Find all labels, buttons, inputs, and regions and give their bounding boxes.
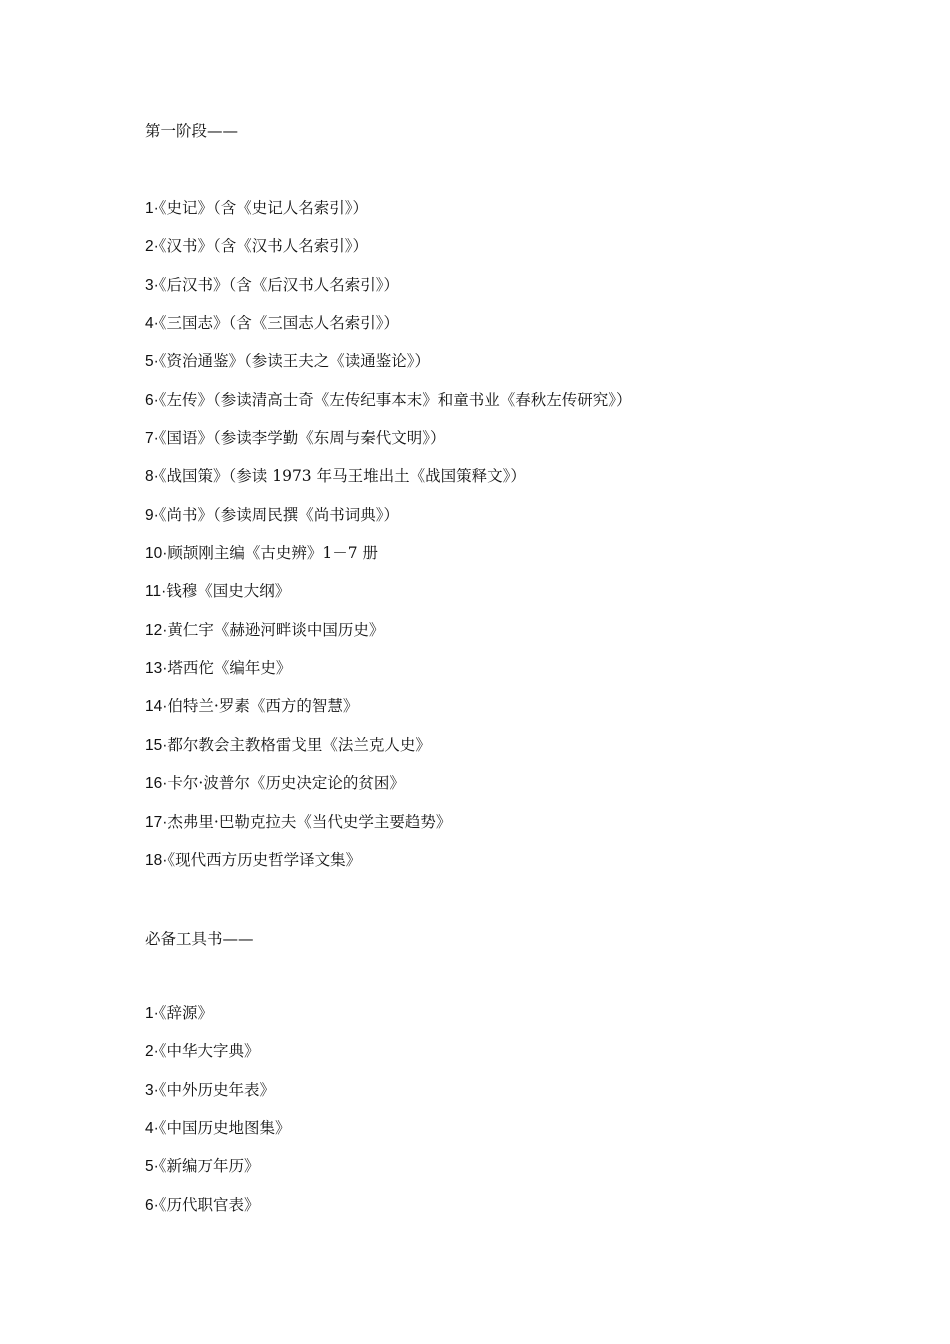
item-number: 13·: [145, 660, 168, 678]
item-number: 6·: [145, 391, 159, 409]
list-item: [145, 1003, 291, 1041]
item-number: 5·: [145, 353, 159, 371]
list-item: [145, 1195, 291, 1233]
list-item: [145, 505, 632, 543]
list-item: [145, 620, 632, 658]
list-item: [145, 735, 632, 773]
item-text: 伯特兰·罗素《西方的智慧》: [167, 697, 359, 716]
item-text: 钱穆《国史大纲》: [166, 582, 291, 601]
item-number: 2·: [145, 1043, 159, 1061]
list-item: [145, 1156, 291, 1194]
reading-list-stage-one: [145, 198, 632, 888]
item-text: 《历代职官表》: [158, 1195, 260, 1214]
item-number: 10·: [145, 545, 168, 563]
item-number: 4·: [145, 315, 159, 333]
item-text: 《左传》（参读清高士奇《左传纪事本末》和童书业《春秋左传研究》）: [158, 390, 632, 409]
item-number: 8·: [145, 468, 159, 486]
item-number: 12·: [145, 621, 168, 639]
section-heading-reference-books: 必备工具书——: [145, 930, 254, 948]
list-item: [145, 850, 632, 888]
section-heading-stage-one: 第一阶段——: [145, 122, 239, 140]
item-number: 5·: [145, 1158, 159, 1176]
item-text: 《新编万年历》: [158, 1157, 260, 1176]
list-item: [145, 428, 632, 466]
list-item: [145, 581, 632, 619]
item-number: 3·: [145, 276, 159, 294]
item-text: 《史记》（含《史记人名索引》）: [158, 199, 369, 217]
item-text: 《国语》（参读李学勤《东周与秦代文明》）: [158, 429, 446, 448]
list-item: [145, 773, 632, 811]
item-number: 7·: [145, 430, 159, 448]
item-text: 《后汉书》（含《后汉书人名索引》）: [158, 275, 400, 294]
item-number: 16·: [145, 775, 168, 793]
item-number: 4·: [145, 1120, 159, 1138]
item-text: 卡尔·波普尔《历史决定论的贫困》: [167, 774, 405, 793]
list-item: [145, 198, 632, 236]
list-item: [145, 543, 632, 581]
item-number: 3·: [145, 1081, 159, 1099]
item-number: 14·: [145, 698, 168, 716]
item-number: 1·: [145, 1005, 159, 1022]
item-number: 17·: [145, 813, 168, 831]
item-number: 15·: [145, 736, 168, 754]
item-text: 《尚书》（参读周民撰《尚书词典》）: [158, 505, 400, 524]
item-text: 顾颉刚主编《古史辨》1－7 册: [167, 544, 379, 563]
item-text: 《辞源》: [158, 1004, 214, 1022]
list-item: [145, 390, 632, 428]
item-number: 18·: [145, 851, 168, 869]
item-text: 《资治通鉴》（参读王夫之《读通鉴论》）: [158, 352, 431, 371]
list-item: [145, 466, 632, 504]
item-number: 2·: [145, 238, 159, 256]
list-item: [145, 1118, 291, 1156]
item-number: 9·: [145, 506, 159, 524]
list-item: [145, 1080, 291, 1118]
item-text: 《中外历史年表》: [158, 1080, 276, 1099]
list-item: [145, 696, 632, 734]
item-text: 塔西佗《编年史》: [167, 659, 292, 678]
item-text: 黄仁宇《赫逊河畔谈中国历史》: [167, 620, 385, 639]
list-item: [145, 1041, 291, 1079]
item-text: 《三国志》（含《三国志人名索引》）: [158, 314, 400, 333]
item-number: 6·: [145, 1196, 159, 1214]
list-item: [145, 275, 632, 313]
item-text: 杰弗里·巴勒克拉夫《当代史学主要趋势》: [167, 812, 452, 831]
list-item: [145, 658, 632, 696]
item-text: 《现代西方历史哲学译文集》: [167, 850, 362, 869]
item-text: 《战国策》（参读 1973 年马王堆出土《战国策释文》）: [158, 467, 526, 486]
item-text: 《汉书》（含《汉书人名索引》）: [158, 237, 369, 256]
reference-books-list: [145, 1003, 291, 1233]
item-number: 11·: [145, 583, 167, 601]
list-item: [145, 351, 632, 389]
item-text: 《中华大字典》: [158, 1042, 260, 1061]
item-number: 1·: [145, 200, 159, 217]
item-text: 都尔教会主教格雷戈里《法兰克人史》: [167, 735, 431, 754]
item-text: 《中国历史地图集》: [158, 1119, 291, 1138]
list-item: [145, 812, 632, 850]
list-item: [145, 313, 632, 351]
list-item: [145, 236, 632, 274]
